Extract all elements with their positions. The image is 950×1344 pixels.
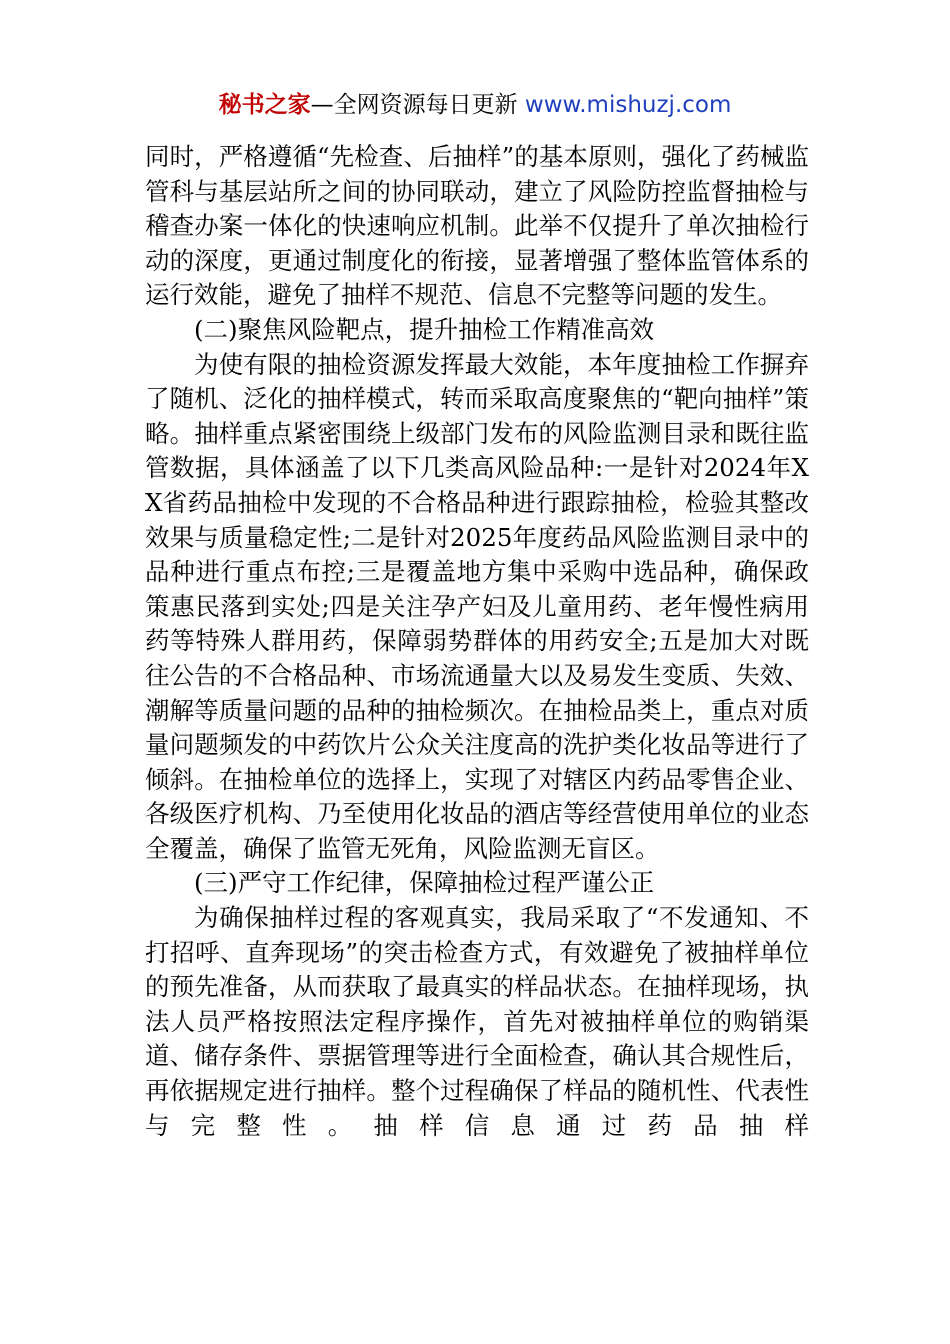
page-header [0,88,950,122]
section-heading-2: (二)聚焦风险靶点，提升抽检工作精准高效 [194,314,655,344]
site-tagline: —全网资源每日更新 [310,92,525,118]
site-brand: 秘书之家 [218,92,311,118]
paragraph-targeted-sampling: 为使有限的抽检资源发挥最大效能，本年度抽检工作摒弃了随机、泛化的抽样模式，转而采取高度聚焦的“靶向抽样”策略。抽样重点紧密围绕上级部门发布的风险监测目录和既往监管数据，具体涵盖了以下几类高风险品种:一是针对2024年XX省药品抽检中发现的不合格品种进行跟踪抽检，检验其整改效果与质量稳定性;二是针对2025年度药品风险监测目录中的品种进行重点布控;三是覆盖地方集中采购中选品种，确保政策惠民落到实处;四是关注孕产妇及儿童用药、老年慢性病用药等特殊人群用药，保障弱势群体的用药安全;五是加大对既往公告的不合格品种、市场流通量大以及易发生变质、失效、潮解等质量问题的品种的抽检频次。在抽检品类上，重点对质量问题频发的中药饮片公众关注度高的洗护类化妆品等进行了倾斜。在抽检单位的选择上，实现了对辖区内药品零售企业、各级医疗机构、乃至使用化妆品的酒店等经营使用单位的业态全覆盖，确保了监管无死角，风险监测无盲区。 [145,349,809,863]
paragraph-continuation: 同时，严格遵循“先检查、后抽样”的基本原则，强化了药械监管科与基层站所之间的协同联动，建立了风险防控监督抽检与稽查办案一体化的快速响应机制。此举不仅提升了单次抽检行动的深度，更通过制度化的衔接，显著增强了整体监管体系的运行效能，避免了抽样不规范、信息不完整等问题的发生。 [145,142,809,310]
paragraph-sampling-discipline: 为确保抽样过程的客观真实，我局采取了“不发通知、不打招呼、直奔现场”的突击检查方式，有效避免了被抽样单位的预先准备，从而获取了最真实的样品状态。在抽样现场，执法人员严格按照法定程序操作，首先对被抽样单位的购销渠道、储存条件、票据管理等进行全面检查，确认其合规性后，再依据规定进行抽样。整个过程确保了样品的随机性、代表性与完整性。抽样信息通过药品抽样 [145,903,809,1140]
section-heading-3: (三)严守工作纪律，保障抽检过程严谨公正 [194,868,655,898]
site-url[interactable]: www.mishuzj.com [524,92,732,118]
document-body [145,140,809,1143]
